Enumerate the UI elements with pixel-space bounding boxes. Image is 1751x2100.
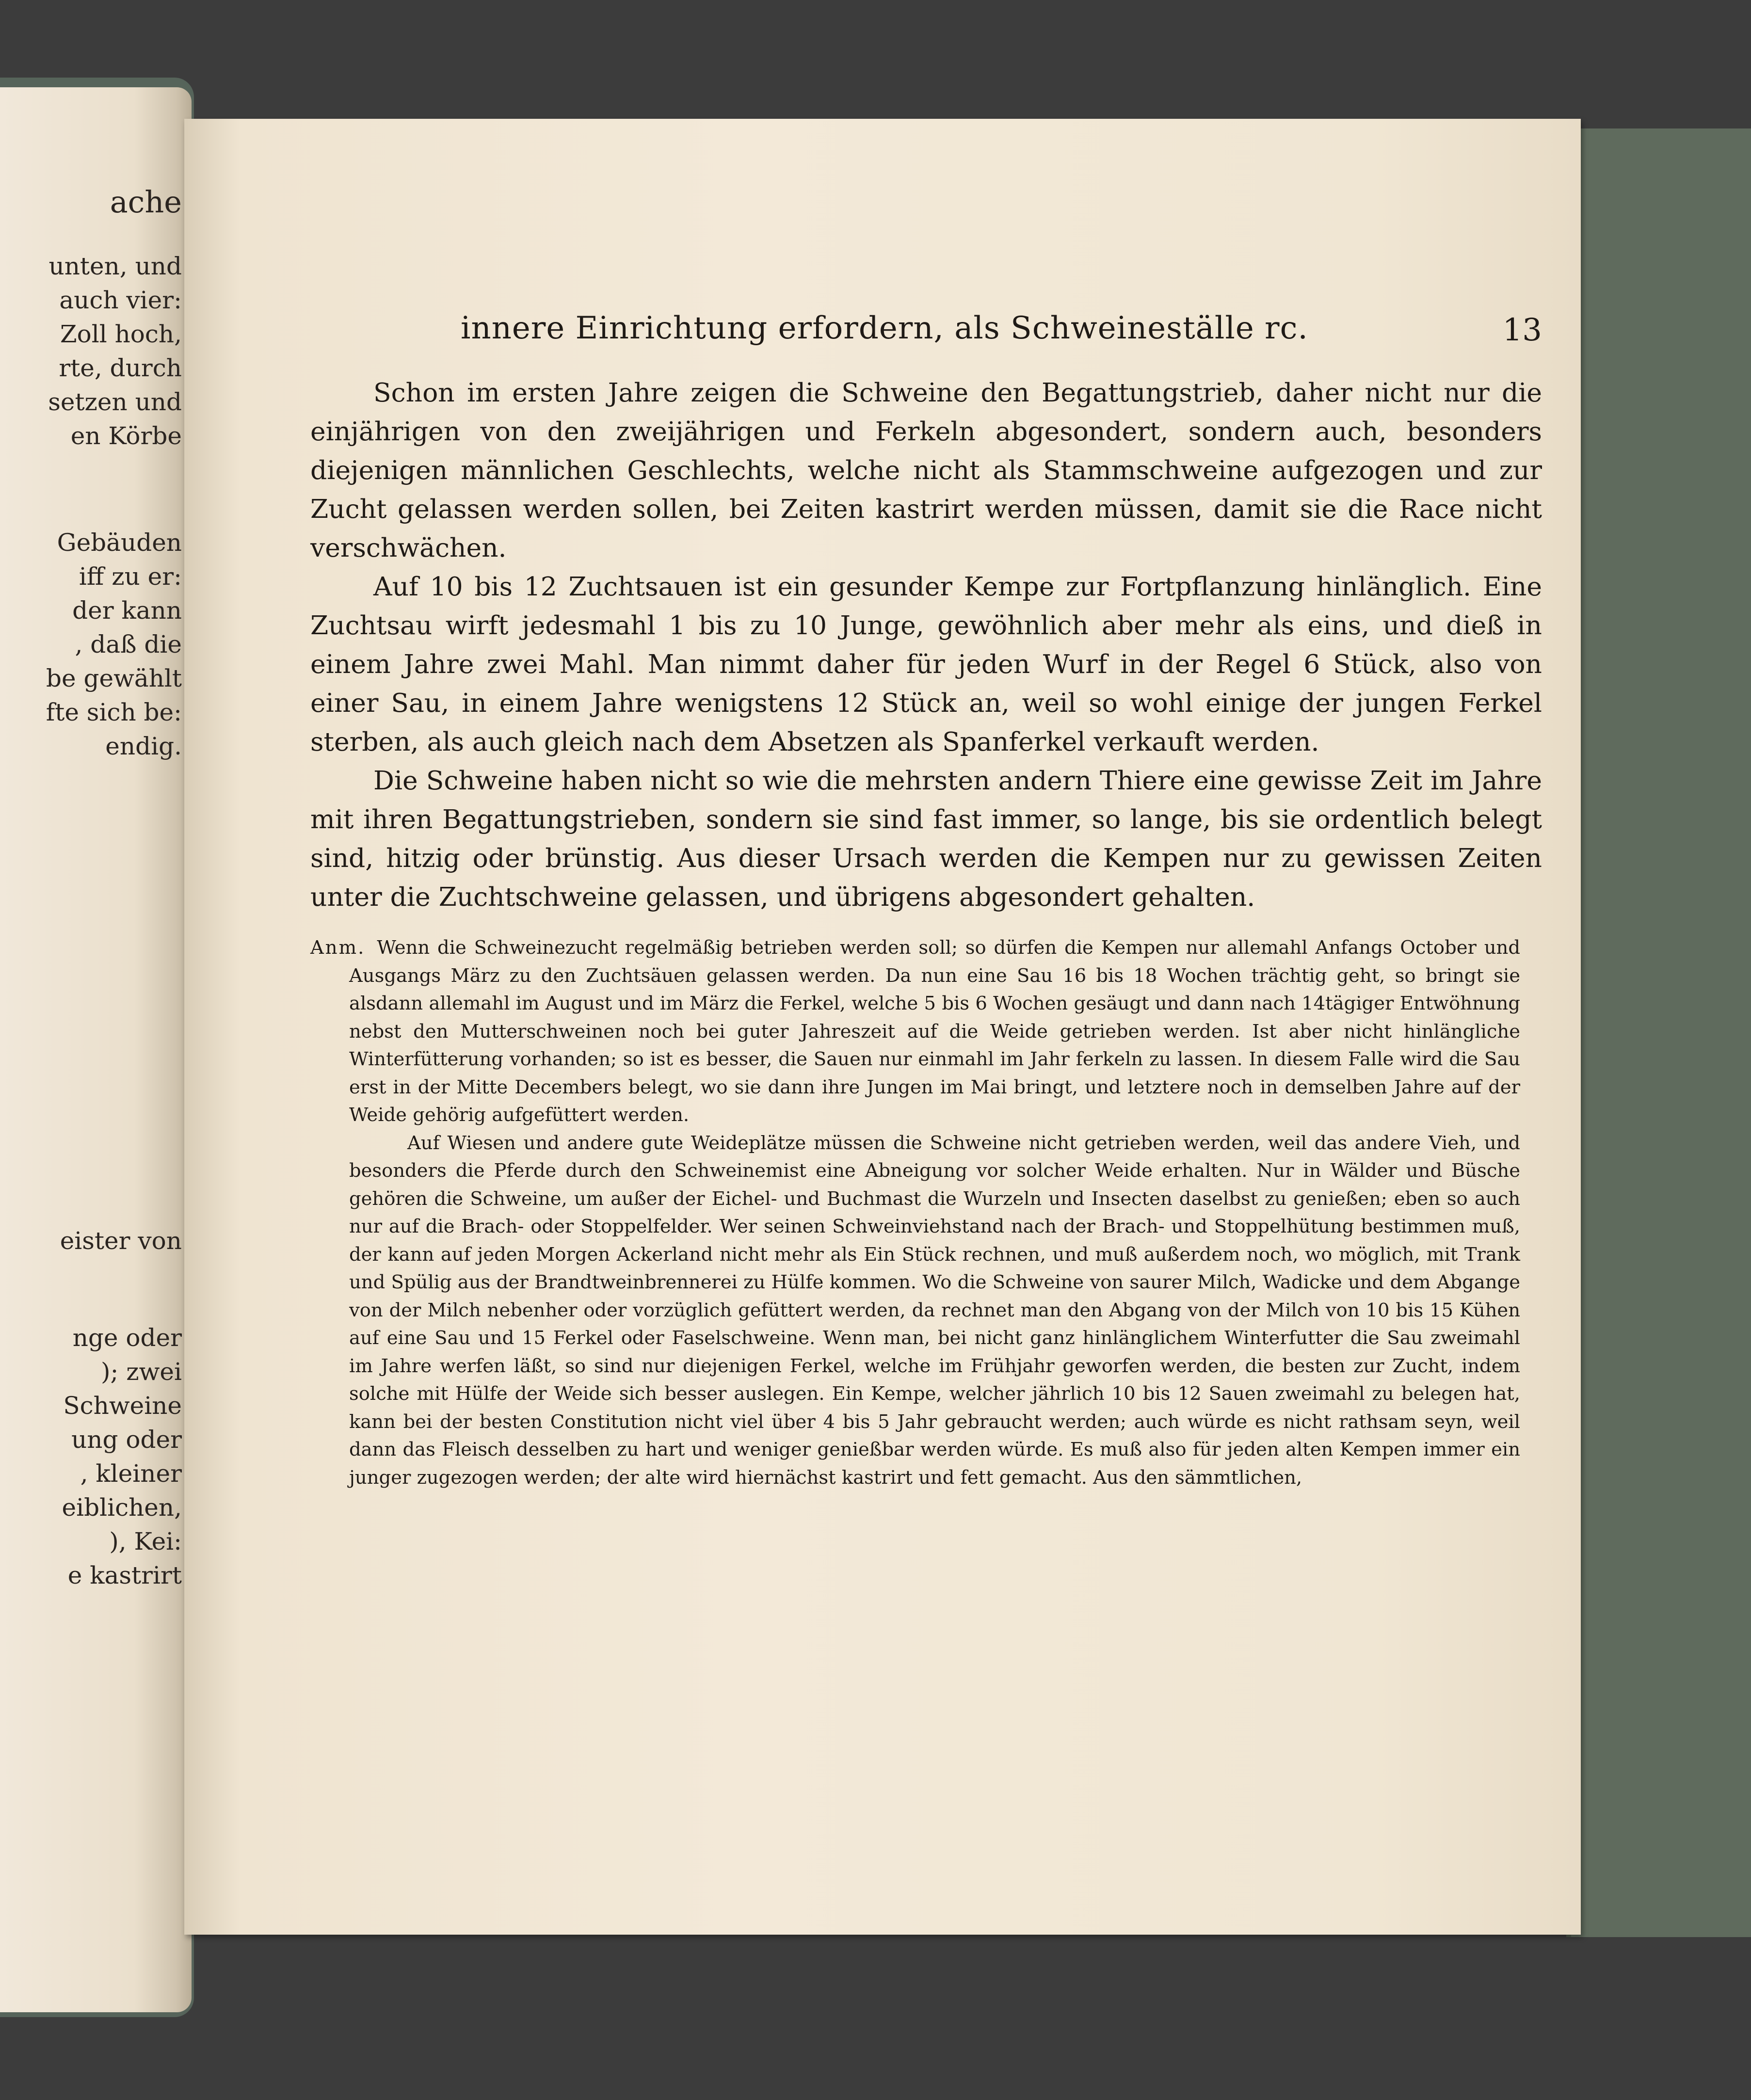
left-page-line: endig.	[105, 732, 182, 760]
page-content	[310, 310, 1542, 1491]
left-page-line: , daß die	[75, 630, 182, 658]
left-page-line: eiblichen,	[62, 1493, 182, 1522]
left-page-line: ache	[110, 184, 182, 220]
page-number: 13	[1502, 312, 1542, 348]
footnote-label: Anm.	[310, 937, 366, 959]
left-page-line: fte sich be:	[46, 698, 182, 726]
left-page-line: ); zwei	[101, 1358, 182, 1386]
left-page-line: en Körbe	[70, 422, 182, 450]
footnote-paragraph	[310, 934, 1520, 1129]
footnote-paragraph: Auf Wiesen und andere gute Weideplätze müssen die Schweine nicht getrieben werden, weil das andere Vieh, und besonders die Pferde durch den Schweinemist eine Abneigung vor solcher Weide erhalten. Nur in Wälder und Büsche gehören die Schweine, um außer der Eichel- und Buchmast die Wurzeln und Insecten daselbst zu genießen; eben so auch nur auf die Brach- oder Stoppelfelder. Wer seinen Schweinviehstand nach der Brach- und Stoppelhütung bestimmen muß, der kann auf jeden Morgen Ackerland nicht mehr als Ein Stück rechnen, und muß außerdem noch, wo möglich, mit Trank und Spülig aus der Brandtweinbrennerei zu Hülfe kommen. Wo die Schweine von saurer Milch, Wadicke und dem Abgange von der Milch nebenher oder vorzüglich gefüttert werden, da rechnet man den Abgang von der Milch von 10 bis 15 Kühen auf eine Sau und 15 Ferkel oder Faselschweine. Wenn man, bei nicht ganz hinlänglichem Winterfutter die Sau zweimahl im Jahre werfen läßt, so sind nur diejenigen Ferkel, welche im Frühjahr geworfen werden, die besten zur Zucht, indem solche mit Hülfe der Weide sich besser auslegen. Ein Kempe, welcher jährlich 10 bis 12 Sauen zweimahl zu belegen hat, kann bei der besten Constitution nicht viel über 4 bis 5 Jahr gebraucht werden; auch würde es nicht rathsam seyn, weil dann das Fleisch desselben zu hart und weniger genießbar werden würde. Es muß also für jeden alten Kempen immer ein junger zugezogen werden; der alte wird hiernächst kastrirt und fett gemacht. Aus den sämmtlichen,	[349, 1132, 1520, 1489]
right-page	[184, 119, 1581, 1935]
paragraph: Auf 10 bis 12 Zuchtsauen ist ein gesunder Kempe zur Fortpflanzung hinlänglich. Eine Zuchtsau wirft jedesmahl 1 bis zu 10 Junge, gewöhnlich aber mehr als eins, und dieß in einem Jahre zwei Mahl. Man nimmt daher für jeden Wurf in der Regel 6 Stück, also von einer Sau, in einem Jahre wenigstens 12 Stück an, weil so wohl einige der jungen Ferkel sterben, als auch gleich nach dem Absetzen als Spanferkel verkauft werden.	[310, 571, 1542, 757]
page-header	[310, 310, 1542, 373]
paragraph: Die Schweine haben nicht so wie die mehrsten andern Thiere eine gewisse Zeit im Jahre mit ihren Begattungstrieben, sondern sie sind fast immer, so lange, bis sie ordentlich belegt sind, hitzig oder brünstig. Aus dieser Ursach werden die Kempen nur zu gewissen Zeiten unter die Zuchtschweine gelassen, und übrigens abgesondert gehalten.	[310, 765, 1542, 912]
left-page-line: Schweine	[63, 1392, 182, 1420]
footnote-text: Wenn die Schweinezucht regelmäßig betrieben werden soll; so dürfen die Kempen nur allemahl Anfangs October und Ausgangs März zu den Zuchtsäuen gelassen werden. Da nun eine Sau 16 bis 18 Wochen trächtig geht, so bringt sie alsdann allemahl im August und im März die Ferkel, welche 5 bis 6 Wochen gesäugt und dann nach 14tägiger Entwöhnung nebst den Mutterschweinen noch bei guter Jahreszeit auf die Weide getrieben werden. Ist aber nicht hinlängliche Winterfütterung vorhanden; so ist es besser, die Sauen nur einmahl im Jahr ferkeln zu lassen. In diesem Falle wird die Sau erst in der Mitte Decembers belegt, wo sie dann ihre Jungen im Mai bringt, und letztere noch in demselben Jahre auf der Weide gehörig aufgefüttert werden.	[349, 937, 1520, 1126]
left-page-line: eister von	[60, 1227, 182, 1255]
left-page-line: e kastrirt	[67, 1561, 182, 1589]
left-page-line: unten, und	[48, 252, 182, 280]
left-page-line: , kleiner	[80, 1459, 182, 1488]
left-page-line: ung oder	[71, 1426, 182, 1454]
footnote	[310, 934, 1542, 1491]
left-page-line: setzen und	[48, 388, 182, 416]
running-head: innere Einrichtung erfordern, als Schweineställe rc.	[461, 310, 1308, 346]
body-text	[310, 373, 1542, 916]
right-book-cover	[1566, 128, 1751, 1937]
left-page	[0, 87, 192, 2012]
left-page-line: nge oder	[72, 1324, 182, 1352]
paragraph: Schon im ersten Jahre zeigen die Schweine den Begattungstrieb, daher nicht nur die einjährigen von den zweijährigen und Ferkeln abgesondert, sondern auch, besonders diejenigen männlichen Geschlechts, welche nicht als Stammschweine aufgezogen und zur Zucht gelassen werden sollen, bei Zeiten kastrirt werden müssen, damit sie die Race nicht verschwächen.	[310, 377, 1542, 563]
left-page-line: Gebäuden	[57, 529, 182, 557]
left-page-line: Zoll hoch,	[60, 320, 182, 348]
left-page-line: der kann	[72, 596, 182, 625]
left-page-line: ), Kei:	[109, 1527, 182, 1555]
left-page-line: auch vier:	[59, 286, 182, 314]
left-page-line: be gewählt	[46, 664, 182, 692]
left-page-line: iff zu er:	[79, 562, 182, 591]
left-page-line: rte, durch	[59, 354, 182, 382]
